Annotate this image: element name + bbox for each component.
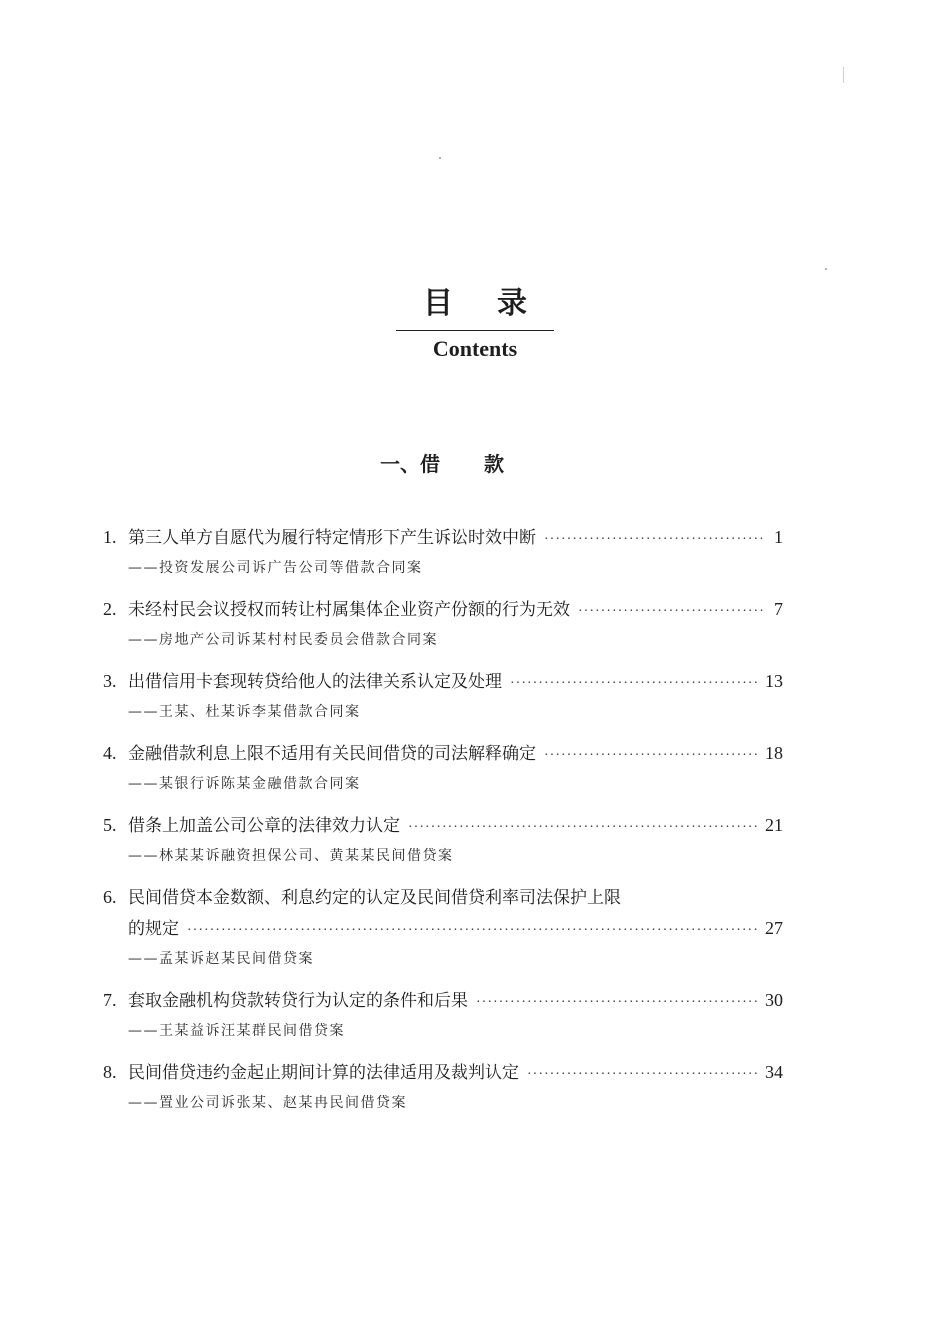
toc-entry[interactable] — [103, 522, 783, 581]
entry-title-continued: 的规定 — [128, 919, 179, 939]
section-heading-part-2: 款 — [484, 452, 504, 476]
entry-number: 7. — [103, 990, 117, 1010]
toc-entry[interactable] — [103, 1057, 783, 1116]
entry-title: 出借信用卡套现转贷给他人的法律关系认定及处理 — [128, 672, 502, 692]
entry-case-name: ——林某某诉融资担保公司、黄某某民间借贷案 — [128, 848, 454, 864]
entry-case-name: ——王某、杜某诉李某借款合同案 — [128, 704, 361, 720]
entry-title: 未经村民会议授权而转让村属集体企业资产份额的行为无效 — [128, 600, 570, 620]
dot-leader — [476, 988, 757, 1018]
entry-title: 第三人单方自愿代为履行特定情形下产生诉讼时效中断 — [128, 528, 536, 548]
dot-leader — [544, 741, 757, 771]
section-heading-part-1: 一、借 — [380, 452, 440, 476]
toc-entry[interactable] — [103, 810, 783, 869]
toc-entry[interactable] — [103, 666, 783, 725]
toc-title-english: Contents — [432, 336, 518, 361]
entry-number: 4. — [103, 743, 117, 763]
entry-title: 借条上加盖公司公章的法律效力认定 — [128, 816, 400, 836]
entry-number: 6. — [103, 887, 117, 907]
dot-leader — [544, 525, 766, 555]
toc-title-chinese: 目录 — [423, 286, 571, 321]
toc-entry[interactable] — [103, 594, 783, 653]
entry-number: 8. — [103, 1062, 117, 1082]
entry-number: 5. — [103, 815, 117, 835]
entry-page-number: 18 — [765, 743, 783, 763]
entry-page-number: 1 — [774, 527, 783, 547]
entry-title: 民间借贷本金数额、利息约定的认定及民间借贷利率司法保护上限 — [128, 888, 621, 908]
toc-entry[interactable] — [103, 985, 783, 1044]
entry-number: 3. — [103, 671, 117, 691]
scan-speck — [825, 268, 827, 270]
entry-title: 民间借贷违约金起止期间计算的法律适用及裁判认定 — [128, 1063, 519, 1083]
toc-entry[interactable] — [103, 882, 783, 972]
entry-case-name: ——房地产公司诉某村村民委员会借款合同案 — [128, 632, 438, 648]
dot-leader — [510, 669, 757, 699]
entry-title: 金融借款利息上限不适用有关民间借贷的司法解释确定 — [128, 744, 536, 764]
entry-case-name: ——投资发展公司诉广告公司等借款合同案 — [128, 560, 423, 576]
entry-title: 套取金融机构贷款转贷行为认定的条件和后果 — [128, 991, 468, 1011]
dot-leader — [408, 813, 757, 843]
entry-number: 2. — [103, 599, 117, 619]
toc-entry-list — [103, 522, 783, 1129]
entry-page-number: 34 — [765, 1062, 783, 1082]
entry-case-name: ——王某益诉汪某群民间借贷案 — [128, 1023, 345, 1039]
entry-case-name: ——某银行诉陈某金融借款合同案 — [128, 776, 361, 792]
scan-speck — [439, 157, 441, 159]
entry-page-number: 7 — [774, 599, 783, 619]
toc-heading — [0, 282, 950, 365]
entry-number: 1. — [103, 527, 117, 547]
section-heading — [0, 449, 884, 479]
entry-page-number: 21 — [765, 815, 783, 835]
title-underline — [396, 330, 554, 331]
dot-leader — [187, 916, 757, 946]
toc-entry[interactable] — [103, 738, 783, 797]
entry-page-number: 13 — [765, 671, 783, 691]
dot-leader — [527, 1060, 757, 1090]
entry-case-name: ——孟某诉赵某民间借贷案 — [128, 951, 314, 967]
entry-page-number: 27 — [765, 918, 783, 938]
scan-speck — [843, 67, 844, 83]
entry-case-name: ——置业公司诉张某、赵某冉民间借贷案 — [128, 1095, 407, 1111]
entry-page-number: 30 — [765, 990, 783, 1010]
dot-leader — [578, 597, 766, 627]
